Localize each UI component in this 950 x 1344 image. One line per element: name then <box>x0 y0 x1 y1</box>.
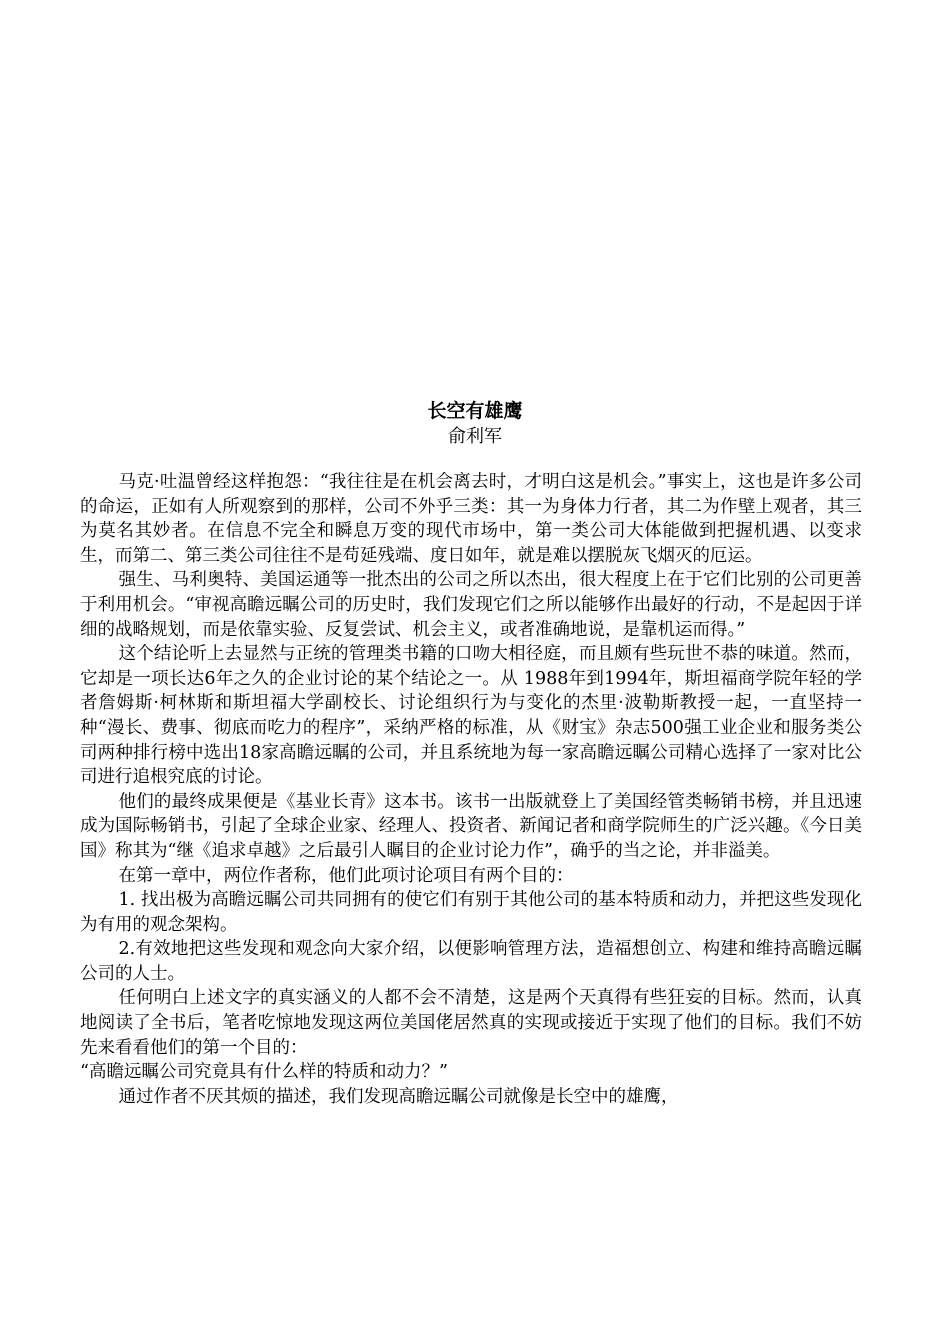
paragraph-7: 2.有效地把这些发现和观念向大家介绍，以便影响管理方法，造福想创立、构建和维持高瞻远瞩公司的人士。 <box>80 939 862 984</box>
paragraph-10: 通过作者不厌其烦的描述，我们发现高瞻远瞩公司就像是长空中的雄鹰， <box>118 1086 679 1107</box>
paragraph-4: 他们的最终成果便是《基业长青》这本书。该书一出版就登上了美国经管类畅销书榜，并且迅速成为国际畅销书，引起了全球企业家、经理人、投资者、新闻记者和商学院师生的广泛兴趣。《今日美国》称其为“继《追求卓越》之后最引人瞩目的企业讨论力作”，确乎的当之论，并非溢美。 <box>80 791 862 861</box>
paragraph-3: 这个结论听上去显然与正统的管理类书籍的口吻大相径庭，而且颇有些玩世不恭的味道。然而，它却是一项长达6年之久的企业讨论的某个结论之一。从 1988年到1994年，斯坦福商学院年轻的学者詹姆斯·柯林斯和斯坦福大学副校长、讨论组织行为与变化的杰里·波勒斯教授一起，一直坚持一种“漫长、费事、彻底而吃力的程序”，采纳严格的标准，从《财宝》杂志500强工业企业和服务类公司两种排行榜中选出18家高瞻远瞩的公司，并且系统地为每一家高瞻远瞩公司精心选择了一家对比公司进行追根究底的讨论。 <box>80 644 862 788</box>
paragraph-6: 1. 找出极为高瞻远瞩公司共同拥有的使它们有别于其他公司的基本特质和动力，并把这些发现化为有用的观念架构。 <box>80 890 862 935</box>
article-title: 长空有雄鹰 <box>427 400 523 422</box>
paragraph-9: “高瞻远瞩公司究竟具有什么样的特质和动力？” <box>80 1062 448 1083</box>
article-body <box>80 470 862 1109</box>
paragraph-1: 马克·吐温曾经这样抱怨：“我往往是在机会离去时，才明白这是机会。”事实上，这也是许多公司的命运，正如有人所观察到的那样，公司不外乎三类：其一为身体力行者，其二为作壁上观者，其三为莫名其妙者。在信息不完全和瞬息万变的现代市场中，第一类公司大体能做到把握机遇、以变求生，而第二、第三类公司往往不是苟延残端、度日如年，就是难以摆脱灰飞烟灭的厄运。 <box>80 472 862 566</box>
paragraph-2: 强生、马利奥特、美国运通等一批杰出的公司之所以杰出，很大程度上在于它们比别的公司更善于利用机会。“审视高瞻远瞩公司的历史时，我们发现它们之所以能够作出最好的行动，不是起因于详细的战略规划，而是依靠实验、反复尝试、机会主义，或者准确地说，是靠机运而得。” <box>80 570 862 640</box>
article-author: 俞利军 <box>448 426 502 447</box>
paragraph-5: 在第一章中，两位作者称，他们此项讨论项目有两个目的： <box>118 865 574 886</box>
paragraph-8: 任何明白上述文字的真实涵义的人都不会不清楚，这是两个天真得有些狂妄的目标。然而，认真地阅读了全书后，笔者吃惊地发现这两位美国佬居然真的实现或接近于实现了他们的目标。我们不妨先来看看他们的第一个目的： <box>80 988 862 1058</box>
